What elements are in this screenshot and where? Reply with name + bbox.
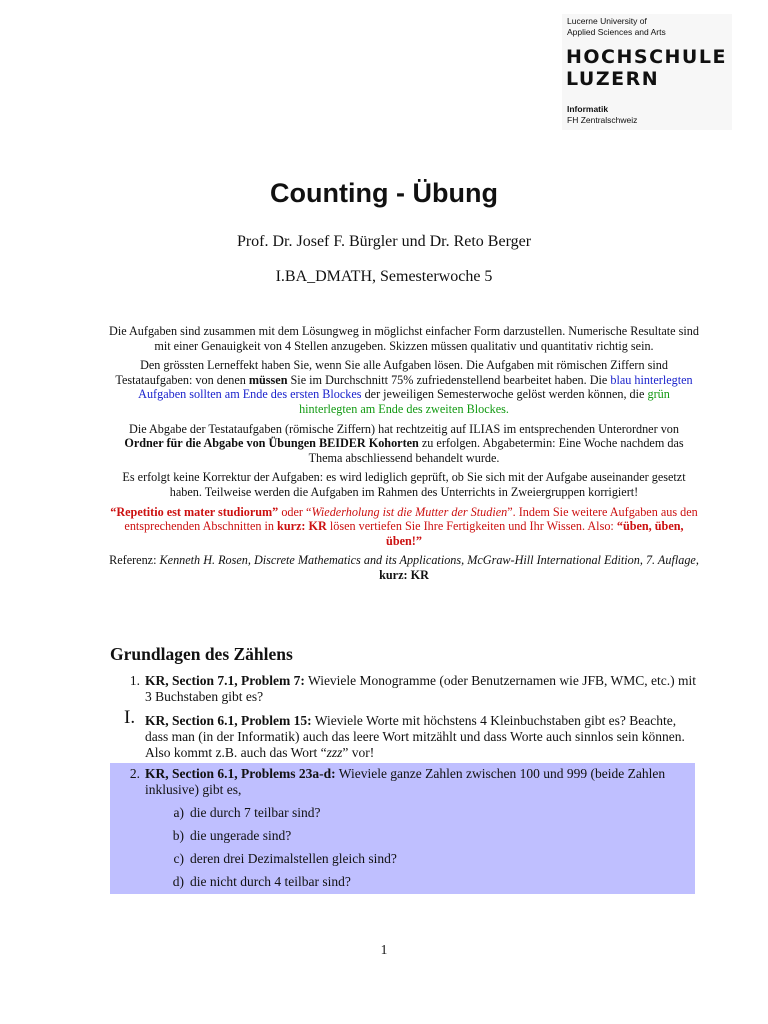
logo-university-text bbox=[567, 16, 666, 38]
motto-paragraph: “Repetitio est mater studiorum” oder “Wiederholung ist die Mutter der Studien”. Indem Sie weitere Aufgaben aus den entsprechenden Abschnitten in kurz: KR lösen vertiefen Sie Ihre Fertigkeiten und Ihr Wissen. Also: “üben, üben, üben!” bbox=[110, 504, 698, 548]
sub-question: c) deren drei Dezimalstellen gleich sind? bbox=[173, 851, 397, 866]
course-info: I.BA_DMATH, Semesterwoche 5 bbox=[275, 268, 493, 285]
authors: Prof. Dr. Josef F. Bürgler und Dr. Reto Berger bbox=[236, 233, 532, 250]
reference-paragraph: Referenz: Kenneth H. Rosen, Discrete Mathematics and its Applications, McGraw-Hill International Edition, 7. Auflage, kurz: KR bbox=[109, 553, 699, 582]
blue-highlight-note: blau hinterlegten Aufgaben sollten am Ende des ersten Blockes bbox=[138, 372, 693, 402]
logo-university-line1: Lucerne University of bbox=[567, 16, 647, 26]
sub-question: b) die ungerade sind? bbox=[172, 828, 292, 843]
green-highlight-note: grün hinterlegten am Ende des zweiten Blockes. bbox=[299, 387, 670, 416]
sub-question: a) die durch 7 teilbar sind? bbox=[173, 805, 321, 820]
hslu-logo bbox=[562, 14, 732, 130]
ilias-folder-name: Ordner für die Abgabe von Übungen BEIDER Kohorten bbox=[124, 436, 419, 451]
page-number: 1 bbox=[380, 942, 388, 957]
logo-university-line2: Applied Sciences and Arts bbox=[567, 27, 666, 37]
sub-question: d) die nicht durch 4 teilbar sind? bbox=[172, 874, 351, 889]
instruction-paragraph: Es erfolgt keine Korrektur der Aufgaben: es wird lediglich geprüft, ob Sie sich mit der Aufgabe auseinander gesetzt haben. Teilweise werden die Aufgaben im Rahmen des Unterrichts in Zweiergruppen korrigiert! bbox=[122, 470, 686, 499]
logo-name-line1: HOCHSCHULE bbox=[566, 46, 727, 68]
exercise-text: KR, Section 6.1, Problems 23a-d: Wieviele ganze Zahlen zwischen 100 und 999 (beide Zahlen inklusive) gibt es, bbox=[145, 766, 666, 797]
exercise-text: KR, Section 6.1, Problem 15: Wieviele Worte mit höchstens 4 Kleinbuchstaben gibt es? Beachte, dass man (in der Informatik) auch das leere Wort mitzählt und dass Worte auch sinnlos sein können. Also kommt z.B. auch das Wort “zzz” vor! bbox=[145, 713, 685, 760]
instruction-paragraph: Die Abgabe der Testataufgaben (römische Ziffern) hat rechtzeitig auf ILIAS im entsprechenden Unterordner von Ordner für die Abgabe von Übungen BEIDER Kohorten zu erfolgen. Abgabetermin: Eine Woche nachdem das Thema abschliessend behandelt wurde. bbox=[124, 421, 684, 465]
page-title: Counting - Übung bbox=[270, 178, 498, 208]
instructions bbox=[108, 324, 700, 588]
logo-wordmark bbox=[566, 46, 727, 90]
exercise-text: KR, Section 7.1, Problem 7: Wieviele Monogramme (oder Benutzernamen wie JFB, WMC, etc.) mit 3 Buchstaben gibt es? bbox=[145, 673, 696, 704]
exercise-1 bbox=[114, 673, 698, 705]
exercise-I bbox=[114, 707, 698, 761]
logo-department bbox=[567, 104, 637, 126]
logo-dept: Informatik bbox=[567, 104, 609, 114]
exercise-number: 1. bbox=[129, 673, 140, 688]
instruction-paragraph: Die Aufgaben sind zusammen mit dem Lösungweg in möglichst einfacher Form darzustellen. Numerische Resultate sind mit einer Genauigkeit von 4 Stellen anzugeben. Skizzen müssen qualitativ und quantitativ richtig sein. bbox=[109, 324, 699, 353]
exercise-2 bbox=[110, 763, 695, 894]
logo-name-line2: LUZERN bbox=[566, 68, 660, 90]
exercise-number: I. bbox=[124, 707, 136, 728]
exercise-number: 2. bbox=[129, 766, 140, 781]
instruction-paragraph: Den grössten Lerneffekt haben Sie, wenn Sie alle Aufgaben lösen. Die Aufgaben mit römischen Ziffern sind Testataufgaben: von denen müssen Sie im Durchschnitt 75% zufriedenstellend bearbeitet haben. Die blau hinterlegten Aufgaben sollten am Ende des ersten Blockes der jeweiligen Semesterwoche gelöst werden können, die grün hinterlegten am Ende des zweiten Blockes. bbox=[115, 358, 693, 416]
logo-subdept: FH Zentralschweiz bbox=[567, 115, 638, 125]
section-heading: Grundlagen des Zählens bbox=[110, 644, 293, 664]
